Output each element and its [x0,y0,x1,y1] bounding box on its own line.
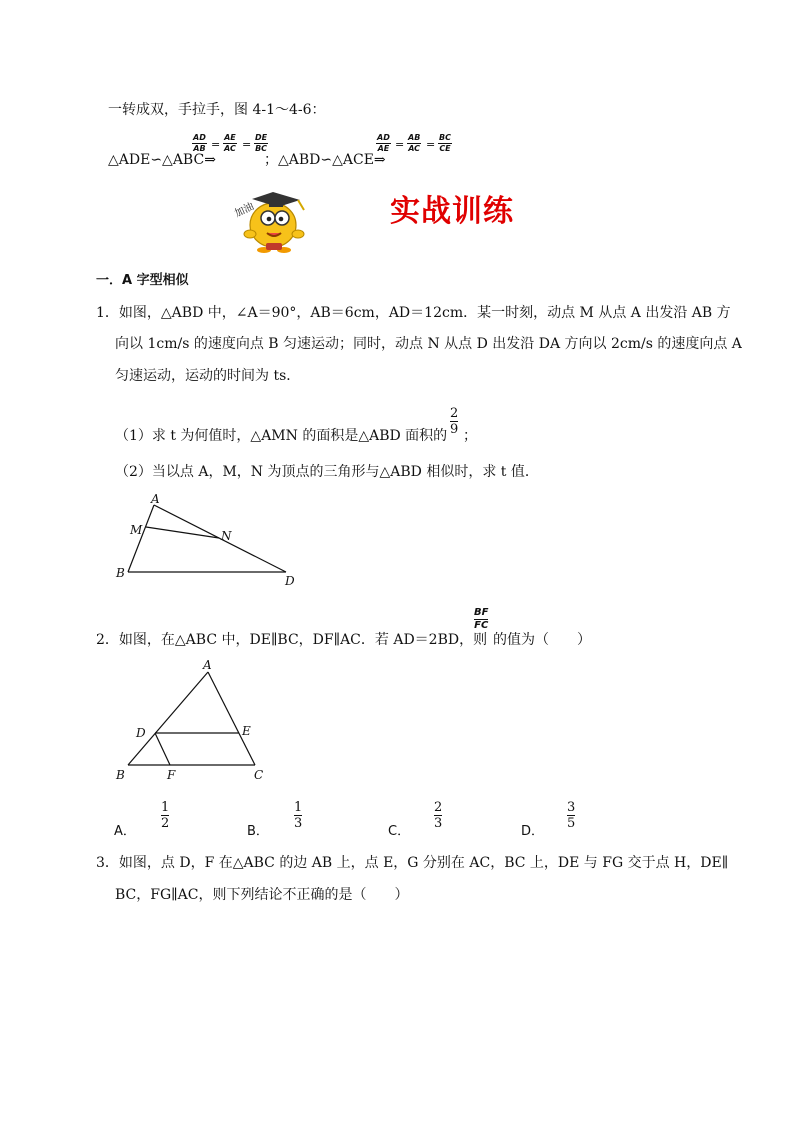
q1-figure [110,490,310,594]
label-B: B [116,566,125,580]
q1-sub1-end: ； [463,428,477,444]
fraction: $\frac{AD}{AE}$ [377,133,390,153]
equals-sign: = [211,138,221,151]
fraction: $\frac{DE}{BC}$ [255,133,268,153]
label-B: B [116,768,125,782]
banner-title: 实战训练 [390,194,514,229]
equals-sign: = [242,138,252,151]
option-c-letter[interactable]: C． [388,824,411,839]
label-A: A [151,492,160,506]
label-D: D [285,574,295,588]
option-a-fraction: 1 2 [161,800,170,831]
label-D: D [136,726,146,740]
q1-line3: 匀速运动，运动的时间为 ts． [115,368,301,384]
q3-line1: 3．如图，点 D，F 在△ABC 的边 AB 上，点 E，G 分别在 AC，BC 上，DE 与 FG 交于点 H，DE∥ [96,855,729,871]
right-similarity-prefix: ；△ABD∽△ACE⇒ [264,152,386,168]
left-similarity-prefix: △ADE∽△ABC⇒ [108,152,216,168]
option-a-letter[interactable]: A． [114,824,136,839]
option-d-letter[interactable]: D． [521,824,545,839]
q1-sub2: （2）当以点 A，M，N 为顶点的三角形与△ABD 相似时，求 t 值． [115,464,539,480]
fraction: $\frac{AD}{AB}$ [193,133,206,153]
q2-figure [110,655,280,789]
label-F: F [167,768,176,782]
q1-sub1: （1）求 t 为何值时，△AMN 的面积是△ABD 面积的 [115,428,448,444]
label-E: E [242,724,251,738]
intro-line: 一转成双，手拉手，图 4-1～4-6： [108,102,326,118]
fraction: $\frac{BC}{CE}$ [439,133,451,153]
q2-fraction: BF FC [474,607,489,631]
label-A: A [203,658,212,672]
q1-line1: 1．如图，△ABD 中，∠A＝90°，AB＝6cm，AD＝12cm．某一时刻，动点 M 从点 A 出发沿 AB 方 [96,305,731,321]
fraction: $\frac{AE}{AC}$ [224,133,236,153]
q1-line2: 向以 1cm/s 的速度向点 B 匀速运动；同时，动点 N 从点 D 出发沿 DA 方向以 2cm/s 的速度向点 A [115,336,742,352]
q2-line1-end: 的值为（ ） [493,632,591,648]
section-heading: 一．A 字型相似 [96,273,189,288]
option-b-fraction: 1 3 [294,800,303,831]
equals-sign: = [426,138,436,151]
option-b-letter[interactable]: B． [247,824,269,839]
q2-line1: 2．如图，在△ABC 中，DE∥BC，DF∥AC．若 AD＝2BD，则 [96,632,488,648]
label-M: M [130,523,143,537]
label-C: C [254,768,264,782]
option-c-fraction: 2 3 [434,800,443,831]
option-d-fraction: 3 5 [567,800,576,831]
equals-sign: = [395,138,405,151]
label-N: N [221,529,232,543]
q1-fraction: 2 9 [450,406,459,437]
mascot-image [228,188,318,258]
q3-line2: BC，FG∥AC，则下列结论不正确的是（ ） [115,887,409,903]
fraction: $\frac{AB}{AC}$ [408,133,421,153]
mascot-text: 加油 [233,201,256,220]
